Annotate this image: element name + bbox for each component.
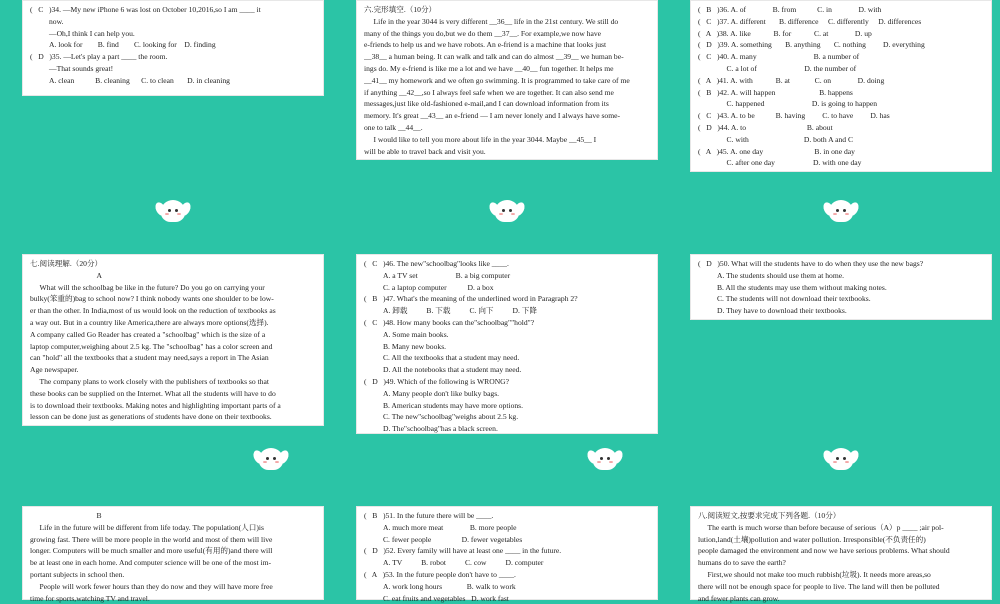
question-block-50: ( D )50. What will the students have to do when they use the new bags? A. The students should use them at home. B. All the students may use them without making notes. C. The students will not download their textbooks. D. They have to download their textbooks. (698, 259, 924, 316)
page-2 (356, 0, 658, 160)
mascot-icon (824, 446, 858, 468)
mascot-icon (156, 198, 190, 220)
page-5 (356, 254, 658, 434)
page-3 (690, 0, 992, 172)
cloze-answers-36-45: ( B )36. A. of B. from C. in D. with ( C )37. A. different B. difference C. differently D. differences ( A )38. A. like B. for C. at D. up ( D )39. A. something B. anything C. nothing D. everything ( C )40. A. many B. a number of C. a lot of D. the number of ( A )41. A. with B. at C. on D. doing ( B )42. A. will happen B. happens C. happened D. is going to happen ( C )43. A. to be B. having C. to have D. has ( D )44. A. to B. about C. with D. both A and C ( A )45. A. one day B. in one day C. after one day D. with one day (698, 5, 925, 168)
slide-7 (16, 500, 330, 603)
mascot-icon (490, 198, 524, 220)
question-block-34-35: ( C )34. —My new iPhone 6 was lost on October 10,2016,so I am ____ it now. —Oh,I think I can help you. A. look for B. find C. looking for D. finding ( D )35. —Let's play a part ____ the room. —That sounds great! A. clean B. cleaning C. to clean D. in cleaning (30, 5, 261, 85)
page-7 (22, 506, 324, 603)
slide-2 (350, 0, 664, 198)
question-block-46-49: ( C )46. The new"schoolbag"looks like ____. A. a TV set B. a big computer C. a laptop computer D. a box ( B )47. What's the meaning of the underlined word in Paragraph 2? A. 卸载 B. 下载 C. 向下 D. 下降 ( C )48. How many books can the"schoolbag""hold"? A. Some main books. B. Many new books. C. All the textbooks that a student may need. D. All the notebooks that a student may need. ( D )49. Which of the following is WRONG? A. Many people don't like bulky bags. B. American students may have more options. C. The new"schoolbag"weighs about 2.5 kg. D. The"schoolbag"has a black screen. (364, 259, 578, 434)
slide-4 (16, 244, 330, 442)
question-block-51-53: ( B )51. In the future there will be ____. A. much more meat B. more people C. fewer people D. fewer vegetables ( D )52. Every family will have at least one ____ in the future. A. TV B. robot C. cow D. computer ( A )53. In the future people don't have to ____. A. work long hours B. walk to work C. eat fruits and vegetables D. work fast (364, 511, 562, 603)
reading-passage-a: 七.阅读理解.（20分） A What will the schoolbag be like in the future? Do you go on carrying your bulky(笨重的)bag to school now? I think nobody wants one shoulder to be low- er than the other. In India,most of us would look on the reduction of textbooks as a way out. But in a country like America,there are always more options(选择). A company called Go Reader has created a "schoolbag" which is the size of a laptop computer,weighing about 2.5 kg. The "schoolbag" has a color screen and can "hold" all the textbooks that a student may need,says a report in The Asian Age newspaper. The company plans to work closely with the publishers of textbooks so that these books can be supplied on the Internet. What all the students will have to do is to download their textbooks. Making notes and highlighting important parts of a lesson can be done just as generations of students have done on their textbooks. (30, 259, 281, 422)
mascot-icon (588, 446, 622, 468)
page-6 (690, 254, 992, 320)
slide-5 (350, 244, 664, 442)
page-4 (22, 254, 324, 426)
slide-6 (684, 244, 998, 442)
slide-9 (684, 500, 998, 603)
slide-8 (350, 500, 664, 603)
page-8 (356, 506, 658, 603)
slide-1 (16, 0, 330, 198)
slide-3 (684, 0, 998, 198)
page-1 (22, 0, 324, 96)
mascot-icon (824, 198, 858, 220)
reading-passage-section-8: 八.阅读短文,按要求完成下列各题.（10分） The earth is much worse than before because of serious（A）p ____ ;air pol- lution,land(土壤)pollution and water pollution. Irresponsible(不负责任的) people damaged the environment and now we have serious problems. What should humans do to save the earth? First,we should not make too much rubbish(垃圾). It needs more areas,so there will not be enough space for people to live. The land will then be polluted and fewer plants can grow. (698, 511, 950, 603)
page-9 (690, 506, 992, 603)
mascot-icon (254, 446, 288, 468)
cloze-passage: 六.完形填空.（10分） Life in the year 3044 is very different __36__ life in the 21st century. We still do many of the things you do,but we do them __37__. For example,we now have e-friends to help us and we have robots. An e-friend is a machine that looks just __38__ a human being. It can walk and talk and can do almost __39__ we human be- ings do. My e-friend is like me a lot and we have __40__ fun together. It helps me __41__ my homework and we often go swimming. It is programmed to take care of me if anything __42__,so I always feel safe when we are together. It can also send me messages,just like old-fashioned e-mail,and I can download information from its memory. It's great __43__ an e-friend — I am never lonely and I always have some- one to talk __44__. I would like to tell you more about life in the year 3044. Maybe __45__ I will be able to travel back and visit you. (364, 5, 630, 156)
reading-passage-b: B Life in the future will be different from life today. The population(人口)is growing fast. There will be more people in the world and most of them will live longer. Computers will be much smaller and more useful(有用的)and there will be at least one in each home. And computer science will be one of the most im- portant subjects in school then. People will work fewer hours than they do now and they will have more free time for sports,watching TV and travel. (30, 511, 273, 603)
